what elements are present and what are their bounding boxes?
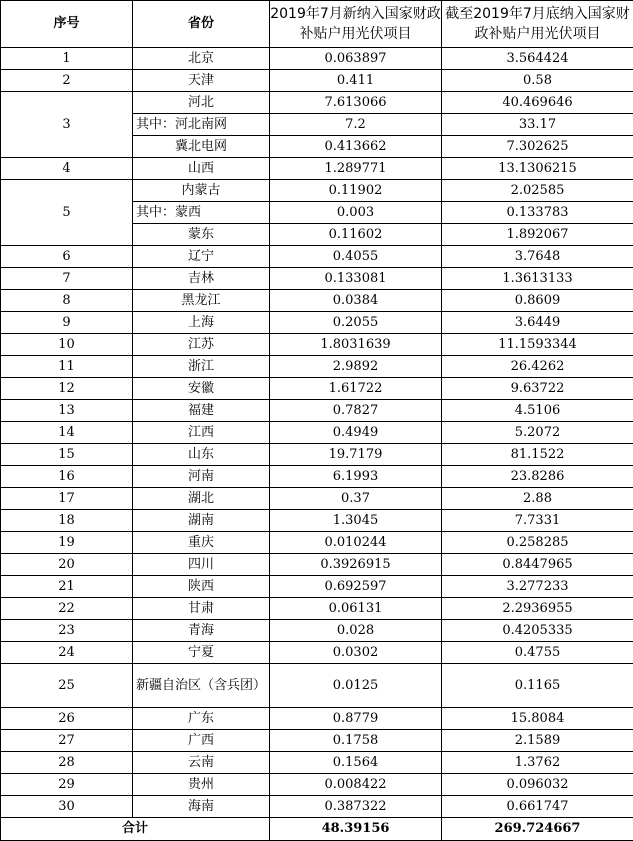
- cumulative-value-cell: 11.1593344: [442, 334, 633, 356]
- cumulative-value-cell: 4.5106: [442, 400, 633, 422]
- cumulative-value-cell: 3.7648: [442, 246, 633, 268]
- new-value-cell: 0.0302: [270, 642, 442, 664]
- seq-cell: 12: [1, 378, 133, 400]
- seq-cell: 1: [1, 48, 133, 70]
- new-value-cell: 0.06131: [270, 598, 442, 620]
- table-row: [1, 48, 633, 70]
- seq-cell: 25: [1, 664, 133, 708]
- seq-cell: 28: [1, 752, 133, 774]
- seq-cell: 23: [1, 620, 133, 642]
- new-value-cell: 1.61722: [270, 378, 442, 400]
- province-cell: 河北: [133, 92, 270, 114]
- new-value-cell: 0.411: [270, 70, 442, 92]
- table-row: [1, 334, 633, 356]
- seq-cell: 11: [1, 356, 133, 378]
- table-row: [1, 444, 633, 466]
- seq-cell: 29: [1, 774, 133, 796]
- table-row: [1, 268, 633, 290]
- new-value-cell: 0.003: [270, 202, 442, 224]
- table-row: [1, 422, 633, 444]
- cumulative-value-cell: 0.258285: [442, 532, 633, 554]
- province-cell: 河南: [133, 466, 270, 488]
- cumulative-value-cell: 0.4205335: [442, 620, 633, 642]
- seq-cell: 8: [1, 290, 133, 312]
- province-cell: 辽宁: [133, 246, 270, 268]
- table-row: [1, 290, 633, 312]
- cumulative-value-cell: 33.17: [442, 114, 633, 136]
- province-cell: 江西: [133, 422, 270, 444]
- table-row: [1, 708, 633, 730]
- table-row: [1, 70, 633, 92]
- cumulative-value-cell: 3.277233: [442, 576, 633, 598]
- cumulative-value-cell: 9.63722: [442, 378, 633, 400]
- new-value-cell: 0.413662: [270, 136, 442, 158]
- new-value-cell: 0.11602: [270, 224, 442, 246]
- new-value-cell: 0.37: [270, 488, 442, 510]
- seq-cell: 19: [1, 532, 133, 554]
- province-cell: 山东: [133, 444, 270, 466]
- seq-cell: 13: [1, 400, 133, 422]
- cumulative-value-cell: 0.133783: [442, 202, 633, 224]
- header-row: [1, 1, 633, 48]
- province-cell: 海南: [133, 796, 270, 818]
- seq-cell: 9: [1, 312, 133, 334]
- seq-cell: 2: [1, 70, 133, 92]
- seq-cell: 3: [1, 92, 133, 158]
- province-cell: 云南: [133, 752, 270, 774]
- seq-cell: 30: [1, 796, 133, 818]
- seq-cell: 26: [1, 708, 133, 730]
- table-row: [1, 400, 633, 422]
- header-new-july: 2019年7月新纳入国家财政补贴户用光伏项目: [270, 1, 442, 48]
- province-cell: 宁夏: [133, 642, 270, 664]
- cumulative-value-cell: 2.88: [442, 488, 633, 510]
- new-value-cell: 0.7827: [270, 400, 442, 422]
- header-seq: 序号: [1, 1, 133, 48]
- new-value-cell: 19.7179: [270, 444, 442, 466]
- seq-cell: 7: [1, 268, 133, 290]
- new-value-cell: 1.8031639: [270, 334, 442, 356]
- seq-cell: 15: [1, 444, 133, 466]
- total-row: [1, 818, 633, 841]
- province-cell: 重庆: [133, 532, 270, 554]
- cumulative-value-cell: 81.1522: [442, 444, 633, 466]
- cumulative-value-cell: 0.58: [442, 70, 633, 92]
- province-cell: 广西: [133, 730, 270, 752]
- cumulative-value-cell: 0.096032: [442, 774, 633, 796]
- province-cell: 冀北电网: [133, 136, 270, 158]
- seq-cell: 5: [1, 180, 133, 246]
- header-province: 省份: [133, 1, 270, 48]
- table-row: [1, 796, 633, 818]
- seq-cell: 4: [1, 158, 133, 180]
- table-row: [1, 730, 633, 752]
- province-cell: 吉林: [133, 268, 270, 290]
- cumulative-value-cell: 2.2936955: [442, 598, 633, 620]
- new-value-cell: 1.3045: [270, 510, 442, 532]
- cumulative-value-cell: 0.4755: [442, 642, 633, 664]
- new-value-cell: 0.063897: [270, 48, 442, 70]
- table-row: [1, 532, 633, 554]
- new-value-cell: 7.613066: [270, 92, 442, 114]
- cumulative-value-cell: 0.1165: [442, 664, 633, 708]
- new-value-cell: 0.133081: [270, 268, 442, 290]
- cumulative-value-cell: 0.8447965: [442, 554, 633, 576]
- total-label: 合计: [1, 818, 270, 841]
- seq-cell: 10: [1, 334, 133, 356]
- seq-cell: 22: [1, 598, 133, 620]
- new-value-cell: 7.2: [270, 114, 442, 136]
- new-value-cell: 0.11902: [270, 180, 442, 202]
- total-cumulative-value: 269.724667: [442, 818, 633, 841]
- province-cell: 青海: [133, 620, 270, 642]
- cumulative-value-cell: 0.661747: [442, 796, 633, 818]
- table-row: [1, 158, 633, 180]
- new-value-cell: 0.010244: [270, 532, 442, 554]
- cumulative-value-cell: 1.3613133: [442, 268, 633, 290]
- table-row: [1, 92, 633, 114]
- cumulative-value-cell: 23.8286: [442, 466, 633, 488]
- table-row: [1, 642, 633, 664]
- new-value-cell: 0.8779: [270, 708, 442, 730]
- province-cell: 湖南: [133, 510, 270, 532]
- table-row: [1, 774, 633, 796]
- new-value-cell: 0.0125: [270, 664, 442, 708]
- seq-cell: 20: [1, 554, 133, 576]
- seq-cell: 14: [1, 422, 133, 444]
- province-cell: 陕西: [133, 576, 270, 598]
- table-row: [1, 576, 633, 598]
- new-value-cell: 0.2055: [270, 312, 442, 334]
- province-cell: 江苏: [133, 334, 270, 356]
- cumulative-value-cell: 7.302625: [442, 136, 633, 158]
- table-row: [1, 598, 633, 620]
- new-value-cell: 2.9892: [270, 356, 442, 378]
- header-cumulative: 截至2019年7月底纳入国家财政补贴户用光伏项目: [442, 1, 633, 48]
- table-row: [1, 378, 633, 400]
- new-value-cell: 0.1564: [270, 752, 442, 774]
- cumulative-value-cell: 1.3762: [442, 752, 633, 774]
- new-value-cell: 0.028: [270, 620, 442, 642]
- province-cell: 其中：河北南网: [133, 114, 270, 136]
- province-cell: 福建: [133, 400, 270, 422]
- province-cell: 广东: [133, 708, 270, 730]
- province-cell: 内蒙古: [133, 180, 270, 202]
- total-new-value: 48.39156: [270, 818, 442, 841]
- cumulative-value-cell: 40.469646: [442, 92, 633, 114]
- cumulative-value-cell: 26.4262: [442, 356, 633, 378]
- cumulative-value-cell: 13.1306215: [442, 158, 633, 180]
- province-cell: 其中：蒙西: [133, 202, 270, 224]
- new-value-cell: 0.4055: [270, 246, 442, 268]
- new-value-cell: 0.3926915: [270, 554, 442, 576]
- cumulative-value-cell: 5.2072: [442, 422, 633, 444]
- province-cell: 四川: [133, 554, 270, 576]
- new-value-cell: 0.692597: [270, 576, 442, 598]
- cumulative-value-cell: 1.892067: [442, 224, 633, 246]
- province-cell: 上海: [133, 312, 270, 334]
- province-cell: 黑龙江: [133, 290, 270, 312]
- seq-cell: 24: [1, 642, 133, 664]
- seq-cell: 16: [1, 466, 133, 488]
- cumulative-value-cell: 15.8084: [442, 708, 633, 730]
- new-value-cell: 0.387322: [270, 796, 442, 818]
- table-row: [1, 620, 633, 642]
- seq-cell: 27: [1, 730, 133, 752]
- province-cell: 安徽: [133, 378, 270, 400]
- province-cell: 新疆自治区（含兵团）: [133, 664, 270, 708]
- table-row: [1, 312, 633, 334]
- seq-cell: 21: [1, 576, 133, 598]
- new-value-cell: 0.0384: [270, 290, 442, 312]
- cumulative-value-cell: 2.1589: [442, 730, 633, 752]
- province-cell: 湖北: [133, 488, 270, 510]
- table-row: [1, 664, 633, 708]
- new-value-cell: 6.1993: [270, 466, 442, 488]
- table-row: [1, 488, 633, 510]
- province-cell: 山西: [133, 158, 270, 180]
- cumulative-value-cell: 3.6449: [442, 312, 633, 334]
- table-row: [1, 180, 633, 202]
- province-cell: 北京: [133, 48, 270, 70]
- province-cell: 贵州: [133, 774, 270, 796]
- seq-cell: 6: [1, 246, 133, 268]
- new-value-cell: 0.008422: [270, 774, 442, 796]
- table-row: [1, 752, 633, 774]
- seq-cell: 18: [1, 510, 133, 532]
- new-value-cell: 0.4949: [270, 422, 442, 444]
- table-row: [1, 246, 633, 268]
- new-value-cell: 1.289771: [270, 158, 442, 180]
- cumulative-value-cell: 7.7331: [442, 510, 633, 532]
- province-cell: 蒙东: [133, 224, 270, 246]
- table-row: [1, 356, 633, 378]
- table-row: [1, 466, 633, 488]
- table-row: [1, 554, 633, 576]
- cumulative-value-cell: 0.8609: [442, 290, 633, 312]
- table-row: [1, 510, 633, 532]
- new-value-cell: 0.1758: [270, 730, 442, 752]
- cumulative-value-cell: 2.02585: [442, 180, 633, 202]
- seq-cell: 17: [1, 488, 133, 510]
- province-cell: 天津: [133, 70, 270, 92]
- province-cell: 甘肃: [133, 598, 270, 620]
- cumulative-value-cell: 3.564424: [442, 48, 633, 70]
- province-cell: 浙江: [133, 356, 270, 378]
